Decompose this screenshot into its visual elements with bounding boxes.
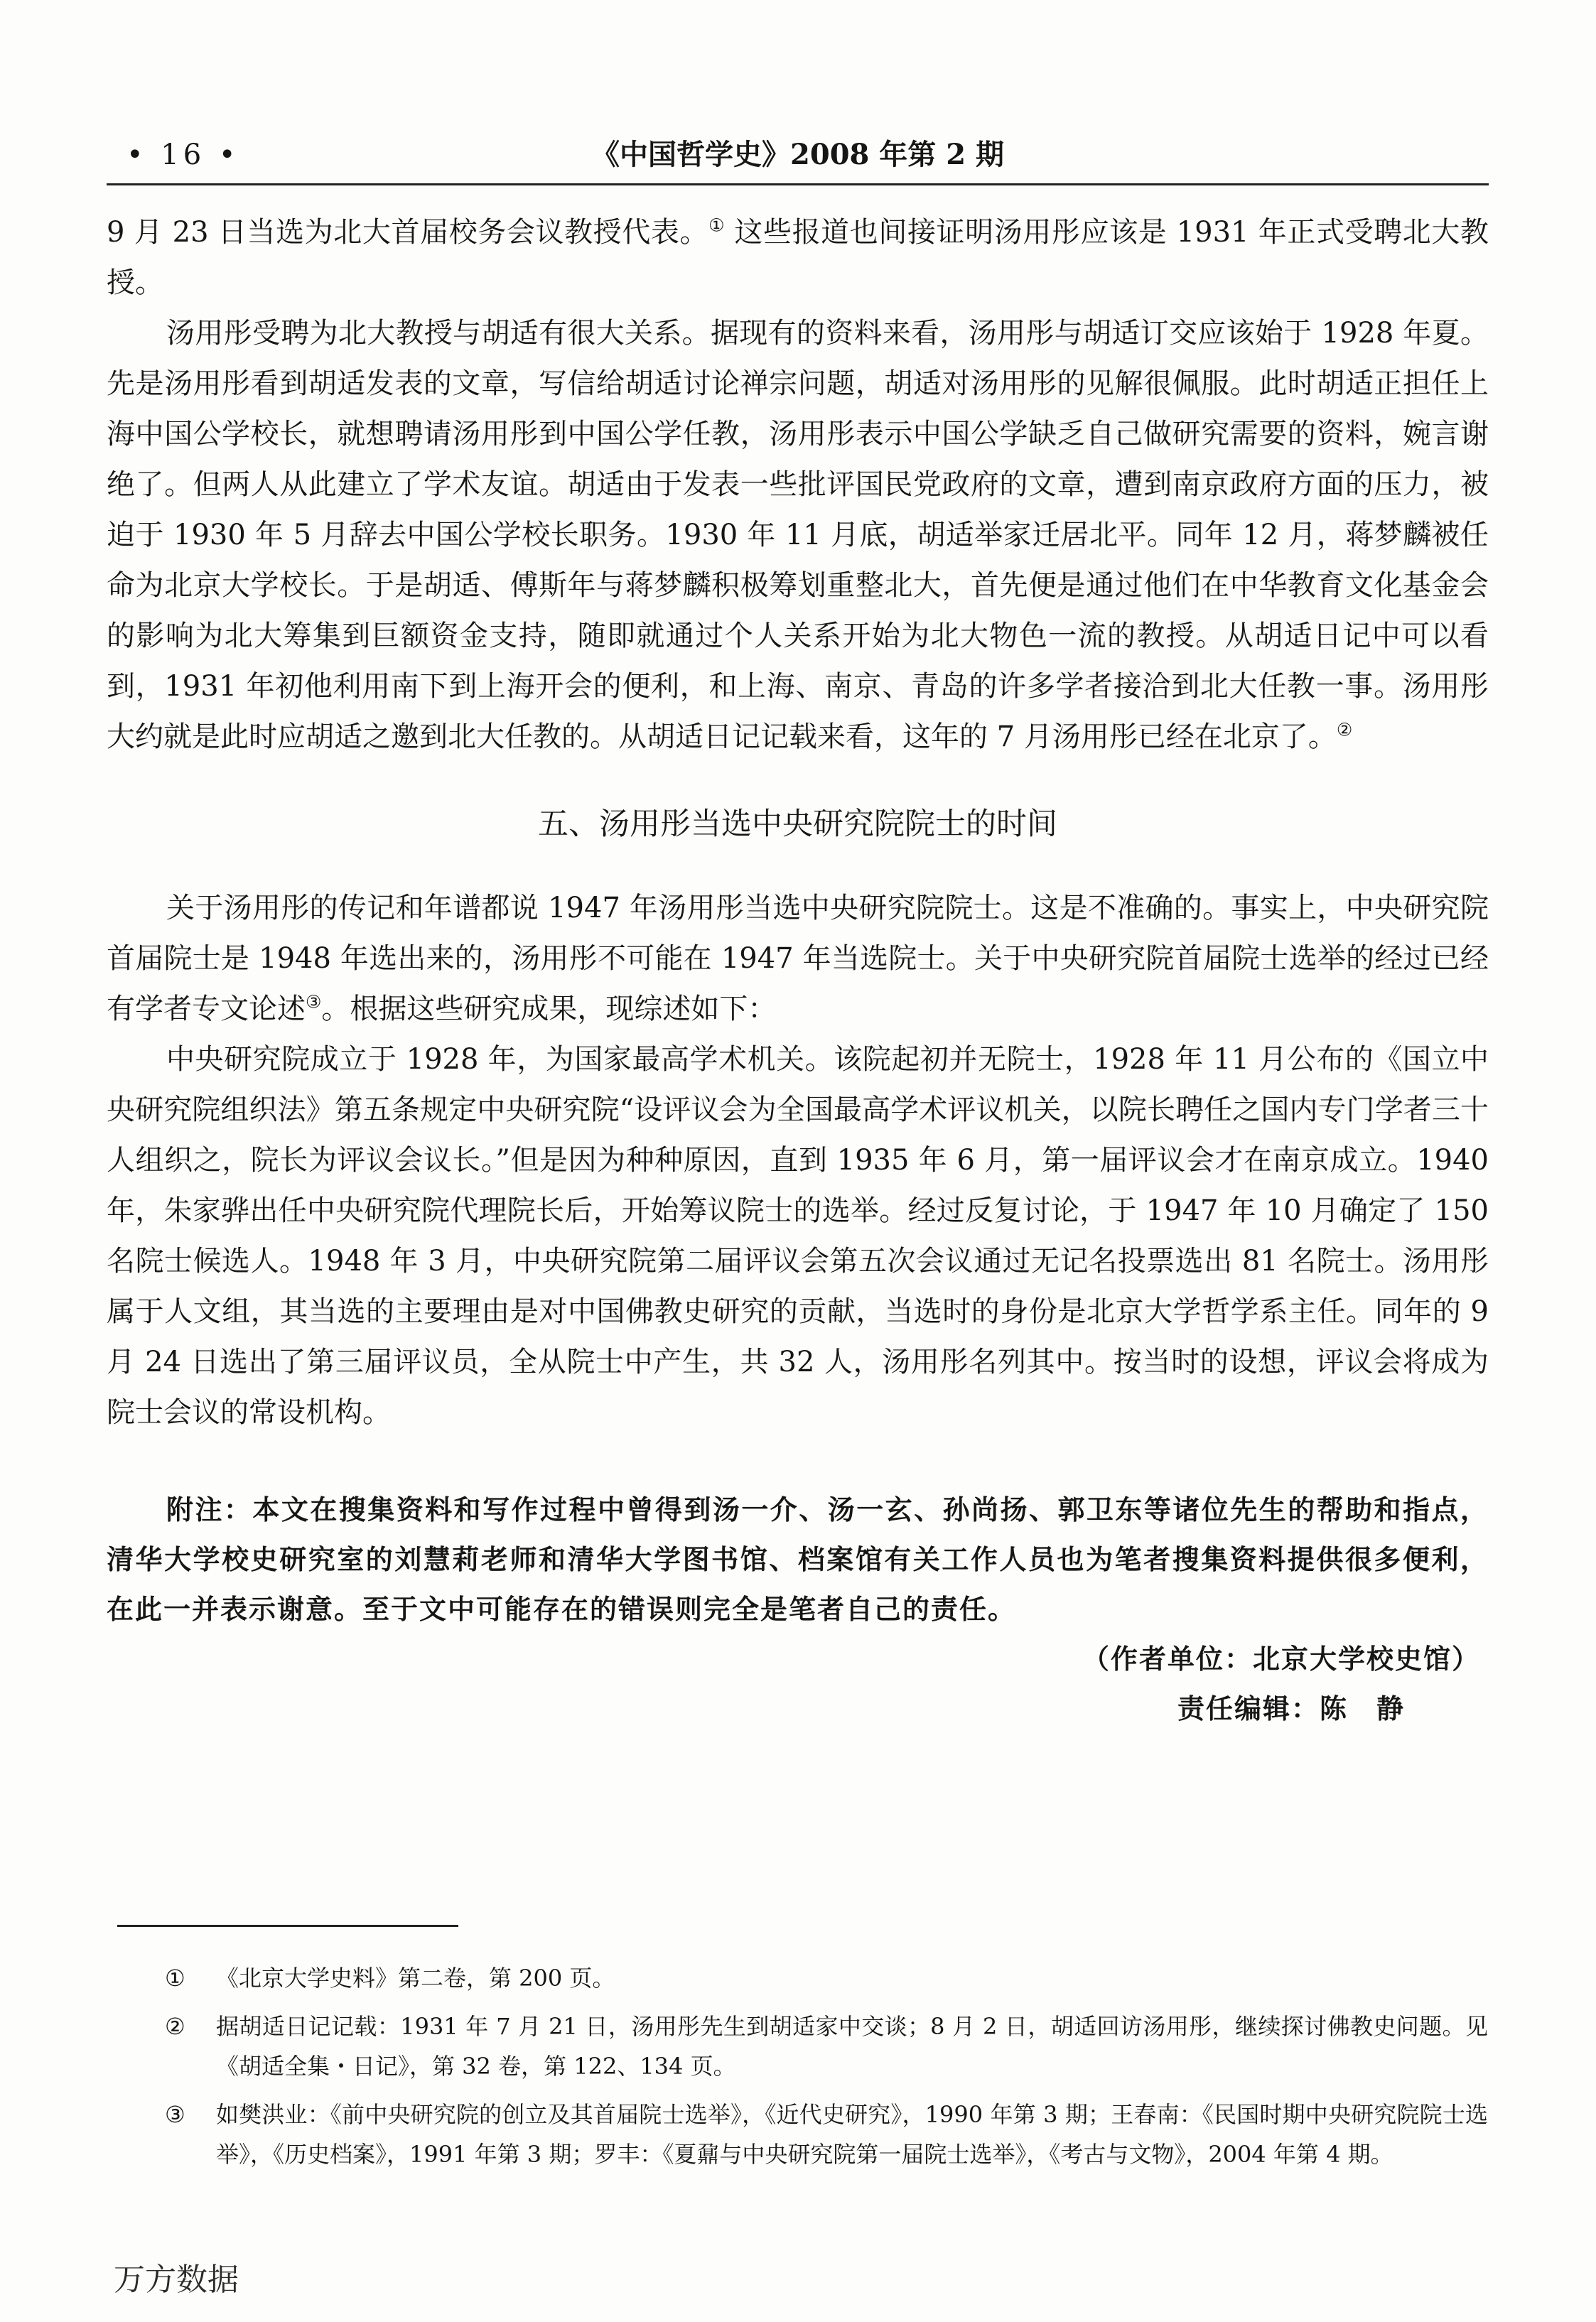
page-header [107,134,1489,183]
footnote-mark: ② [165,2013,185,2040]
responsible-editor: 责任编辑：陈 静 [1177,1692,1405,1724]
paragraph: 汤用彤受聘为北大教授与胡适有很大关系。据现有的资料来看，汤用彤与胡适订交应该始于 1928 年夏。先是汤用彤看到胡适发表的文章，写信给胡适讨论禅宗问题，胡适对汤用彤的见解很佩服。此时胡适正担任上海中国公学校长，就想聘请汤用彤到中国公学任教，汤用彤表示中国公学缺乏自己做研究需要的资料，婉言谢绝了。但两人从此建立了学术友谊。胡适由于发表一些批评国民党政府的文章，遭到南京政府方面的压力，被迫于 1930 年 5 月辞去中国公学校长职务。1930 年 11 月底，胡适举家迁居北平。同年 12 月，蒋梦麟被任命为北京大学校长。于是胡适、傅斯年与蒋梦麟积极筹划重整北大，首先便是通过他们在中华教育文化基金会的影响为北大筹集到巨额资金支持，随即就通过个人关系开始为北大物色一流的教授。从胡适日记中可以看到，1931 年初他利用南下到上海开会的便利，和上海、南京、青岛的许多学者接洽到北大任教一事。汤用彤大约就是此时应胡适之邀到北大任教的。从胡适日记记载来看，这年的 7 月汤用彤已经在北京了。② [107,317,1489,753]
paragraph: 关于汤用彤的传记和年谱都说 1947 年汤用彤当选中央研究院院士。这是不准确的。事实上，中央研究院首届院士是 1948 年选出来的，汤用彤不可能在 1947 年当选院士。关于中央研究院首届院士选举的经过已经有学者专文论述③。根据这些研究成果，现综述如下： [107,892,1489,1025]
footnote-ref[interactable]: ① [708,215,726,236]
footnote-ref[interactable]: ③ [306,991,322,1012]
footnote-item: ③ 如樊洪业：《前中央研究院的创立及其首届院士选举》，《近代史研究》，1990 年第 3 期；王春南：《民国时期中央研究院院士选举》，《历史档案》，1991 年第 3 期；罗丰：《夏鼐与中央研究院第一届院士选举》，《考古与文物》，2004 年第 4 期。 [165,2095,1488,2174]
acknowledgement-note [107,1485,1489,1734]
article-body [107,207,1489,1734]
footnote-mark: ③ [165,2101,185,2128]
watermark: 万方数据 [114,2262,239,2298]
author-affiliation: （作者单位：北京大学校史馆） [1082,1643,1480,1675]
paragraph: 中央研究院成立于 1928 年，为国家最高学术机关。该院起初并无院士，1928 年 11 月公布的《国立中央研究院组织法》第五条规定中央研究院“设评议会为全国最高学术评议机关，以院长聘任之国内专门学者三十人组织之，院长为评议会议长。”但是因为种种原因，直到 1935 年 6 月，第一届评议会才在南京成立。1940 年，朱家骅出任中央研究院代理院长后，开始筹议院士的选举。经过反复讨论，于 1947 年 10 月确定了 150 名院士候选人。1948 年 3 月，中央研究院第二届评议会第五次会议通过无记名投票选出 81 名院士。汤用彤属于人文组，其当选的主要理由是对中国佛教史研究的贡献，当选时的身份是北京大学哲学系主任。同年的 9 月 24 日选出了第三届评议员，全从院士中产生，共 32 人，汤用彤名列其中。按当时的设想，评议会将成为院士会议的常设机构。 [107,1043,1489,1429]
footnote-ref[interactable]: ② [1336,719,1353,740]
header-rule [107,183,1489,185]
paragraph: 9 月 23 日当选为北大首届校务会议教授代表。① 这些报道也间接证明汤用彤应该是 1931 年正式受聘北大教授。 [107,215,1489,299]
footnote-rule [117,1925,458,1927]
footnotes [165,1958,1488,2183]
journal-title: 《中国哲学史》2008 年第 2 期 [591,138,1004,171]
footnote-item: ② 据胡适日记记载：1931 年 7 月 21 日，汤用彤先生到胡适家中交谈；8 月 2 日，胡适回访汤用彤，继续探讨佛教史问题。见《胡适全集・日记》，第 32 卷，第 122、134 页。 [165,2007,1488,2086]
note-text: 附注：本文在搜集资料和写作过程中曾得到汤一介、汤一玄、孙尚扬、郭卫东等诸位先生的帮助和指点，清华大学校史研究室的刘慧莉老师和清华大学图书馆、档案馆有关工作人员也为笔者搜集资料提供很多便利，在此一并表示谢意。至于文中可能存在的错误则完全是笔者自己的责任。 [107,1494,1489,1625]
page-number: • 16 • [126,139,240,171]
footnote-item: ① 《北京大学史料》第二卷，第 200 页。 [165,1958,1488,1998]
footnote-mark: ① [165,1965,185,1992]
section-title: 五、汤用彤当选中央研究院院士的时间 [538,806,1057,842]
